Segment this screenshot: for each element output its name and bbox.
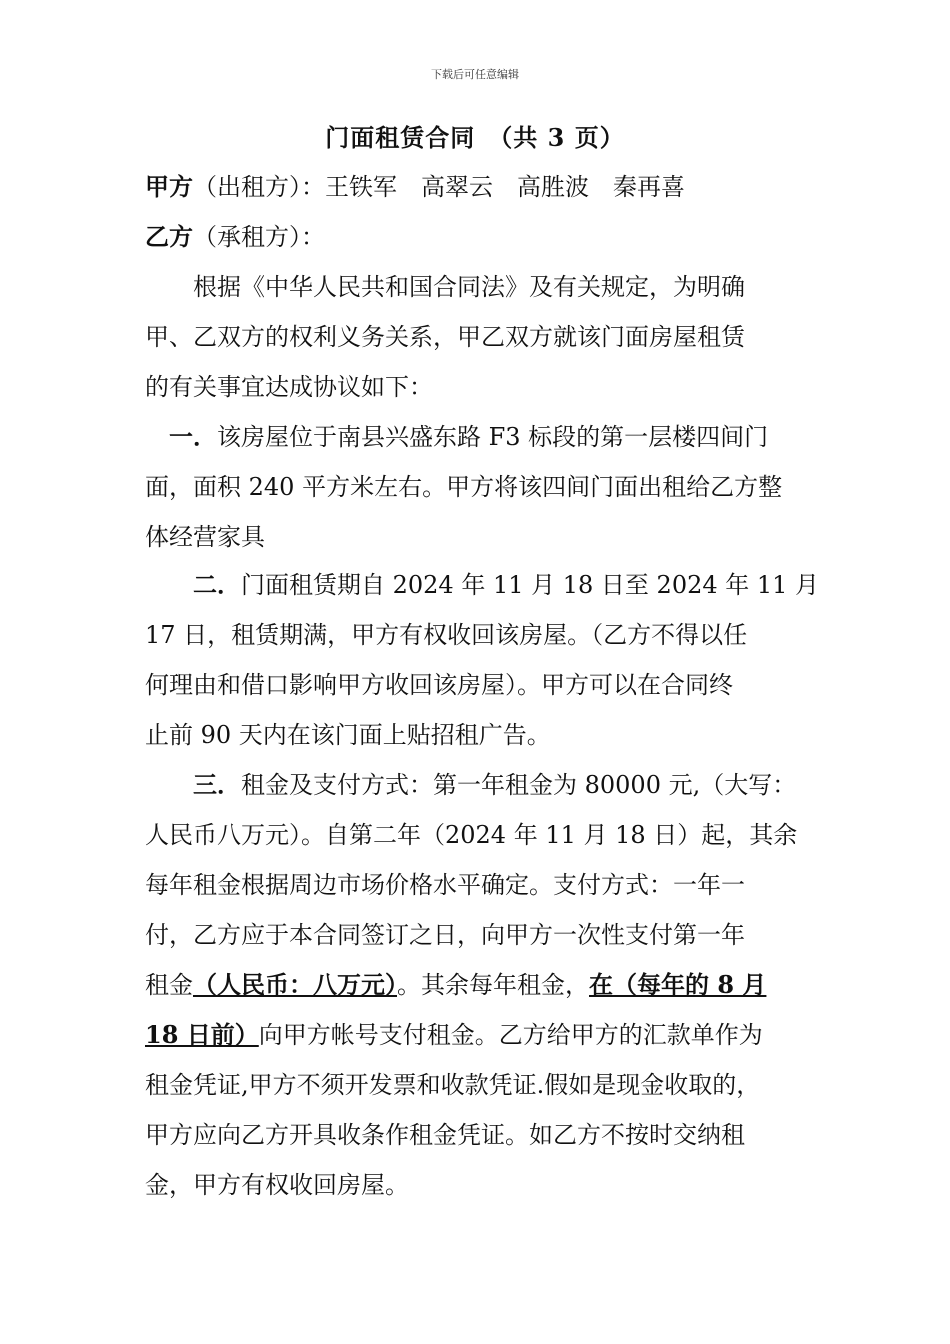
clause-3-line-6 [145,1010,825,1060]
clause-2 [145,560,825,760]
clause-3-text: 租金及支付方式：第一年租金为 80000 元,（大写： [241,771,797,799]
party-a-label: 甲方 [145,172,193,201]
clause-3-line-4: 付，乙方应于本合同签订之日，向甲方一次性支付第一年 [145,921,745,949]
clause-1-line-2: 面，面积 240 平方米左右。甲方将该四间门面出租给乙方整 [145,473,783,501]
payment-deadline-emphasis-cont: 18 日前） [145,1020,259,1049]
clause-3-line-8: 甲方应向乙方开具收条作租金凭证。如乙方不按时交纳租 [145,1121,745,1149]
clause-3-number: 三． [145,770,241,799]
clause-3-line-1 [145,760,825,810]
clause-3 [145,760,825,1210]
clause-1-line-1 [145,412,825,462]
party-b-line [145,212,325,262]
clause-1-text: 该房屋位于南县兴盛东路 F3 标段的第一层楼四间门 [217,423,769,451]
payment-deadline-emphasis: 在（每年的 8 月 [589,970,767,999]
clause-3-line-7: 租金凭证,甲方不须开发票和收款凭证.假如是现金收取的， [145,1071,761,1099]
intro-line-3: 的有关事宜达成协议如下： [145,373,433,401]
clause-2-line-2: 17 日，租赁期满，甲方有权收回该房屋。（乙方不得以任 [145,621,748,649]
rent-remaining-text: 。其余每年租金， [397,971,589,999]
header-note: 下载后可任意编辑 [431,68,519,81]
rent-label: 租金 [145,971,193,999]
clause-3-line-5 [145,960,825,1010]
party-a-line [145,162,685,212]
clause-3-line-9: 金，甲方有权收回房屋。 [145,1171,409,1199]
clause-1-line-3: 体经营家具 [145,523,265,551]
payment-text: 向甲方帐号支付租金。乙方给甲方的汇款单作为 [258,1021,763,1049]
party-b-info: （承租方）： [193,223,325,251]
clause-2-line-4: 止前 90 天内在该门面上贴招租广告。 [145,721,551,749]
intro-line-1: 根据《中华人民共和国合同法》及有关规定，为明确 [145,273,745,301]
party-a-info: （出租方）：王铁军 高翠云 高胜波 秦再喜 [193,173,685,201]
clause-2-number: 二． [145,570,241,599]
clause-3-line-3: 每年租金根据周边市场价格水平确定。支付方式：一年一 [145,871,745,899]
clause-1-number: 一． [145,422,217,451]
document-title: 门面租赁合同 （共 3 页） [325,123,625,152]
party-b-label: 乙方 [145,222,193,251]
clause-1 [145,412,825,562]
intro-line-2: 甲、乙双方的权利义务关系，甲乙双方就该门面房屋租赁 [145,323,745,351]
clause-2-text: 门面租赁期自 2024 年 11 月 18 日至 2024 年 11 月 [241,571,820,599]
rent-amount-emphasis: （人民币：八万元） [193,970,397,999]
clause-3-line-2: 人民币八万元）。自第二年（2024 年 11 月 18 日）起，其余 [145,821,798,849]
clause-2-line-1 [145,560,825,610]
intro-paragraph [145,262,825,412]
clause-2-line-3: 何理由和借口影响甲方收回该房屋）。甲方可以在合同终 [145,671,733,699]
